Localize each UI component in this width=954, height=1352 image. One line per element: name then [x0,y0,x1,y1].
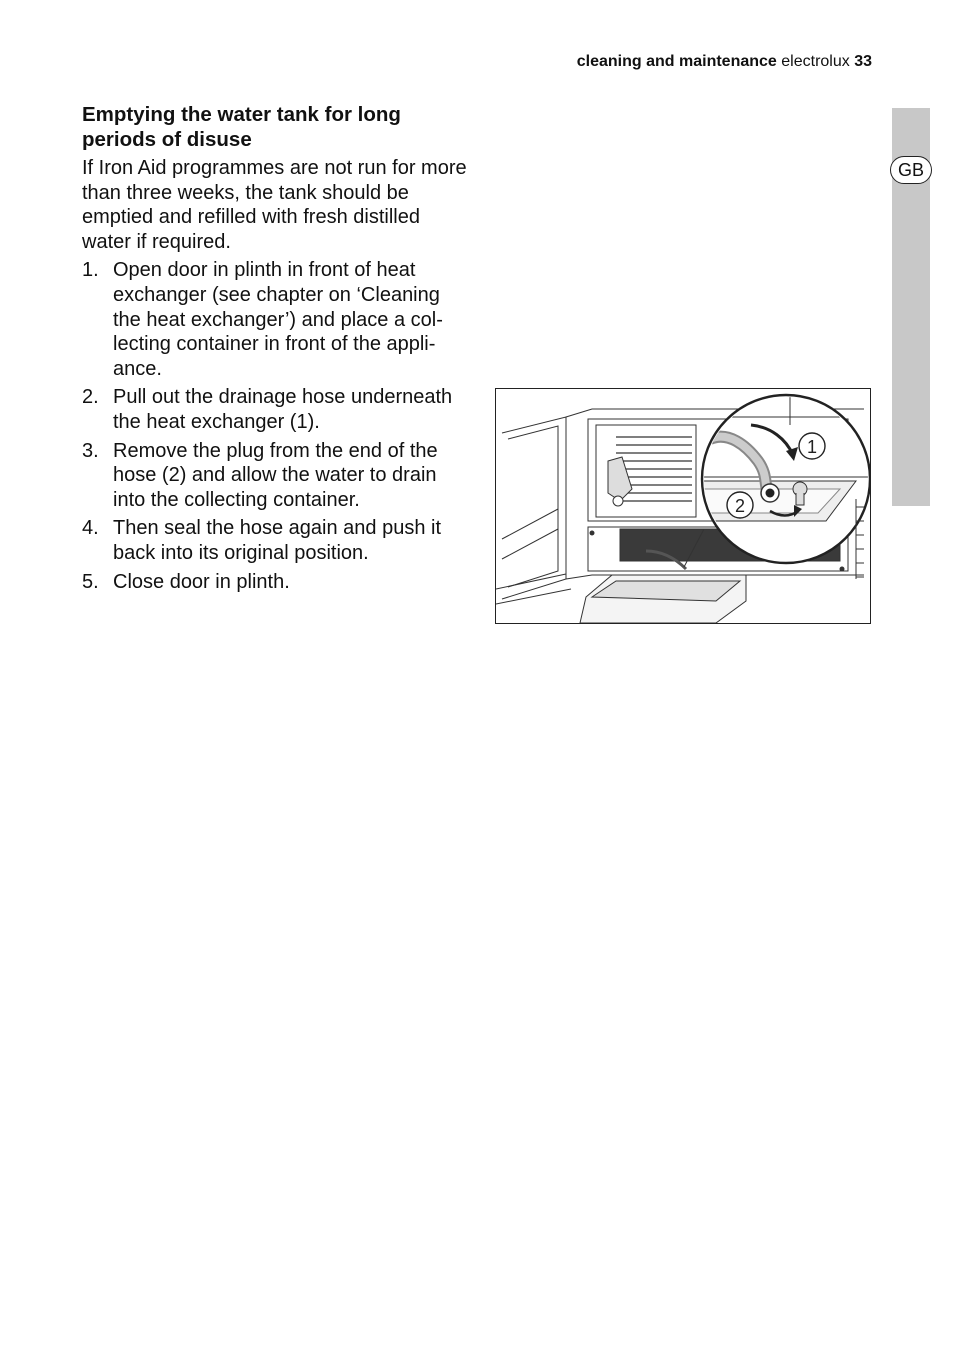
step-text: Remove the plug from the end of the hose (2) and allow the water to drain into the collecting container. [113,439,438,511]
step-item [82,439,472,513]
callout-2: 2 [734,496,746,516]
article-title: Emptying the water tank for long periods of disuse [82,103,401,151]
step-item [82,570,472,595]
callout-1: 1 [806,437,818,457]
header-brand: electrolux [781,53,850,70]
step-text: Open door in plinth in front of heat exchanger (see chapter on ‘Cleaning the heat exchanger’) and place a collecting container in front of the appliance. [113,259,443,380]
drain-hose-illustration [495,388,871,624]
header-section-title: cleaning and maintenance [576,53,777,70]
steps-list [82,258,472,594]
step-number: 4. [82,517,99,540]
step-number: 2. [82,386,99,409]
step-item [82,258,472,381]
language-badge: GB [890,156,932,184]
step-number: 3. [82,439,99,462]
step-item [82,516,472,565]
illustration-svg [496,389,870,623]
step-text: Then seal the hose again and push it back into its original position. [113,517,442,564]
page-header [577,53,872,71]
page-number: 33 [854,53,872,70]
collecting-container [580,575,746,623]
step-text: Close door in plinth. [113,570,290,593]
step-number: 1. [82,259,99,282]
step-item [82,385,472,434]
lever-handle [608,457,632,506]
article-intro: If Iron Aid programmes are not run for more than three weeks, the tank should be emptied and refilled with fresh distilled water if required. [82,157,467,253]
appliance-door [496,417,571,604]
step-text: Pull out the drainage hose underneath the heat exchanger (1). [113,386,453,433]
step-number: 5. [82,570,99,593]
article [82,102,472,598]
